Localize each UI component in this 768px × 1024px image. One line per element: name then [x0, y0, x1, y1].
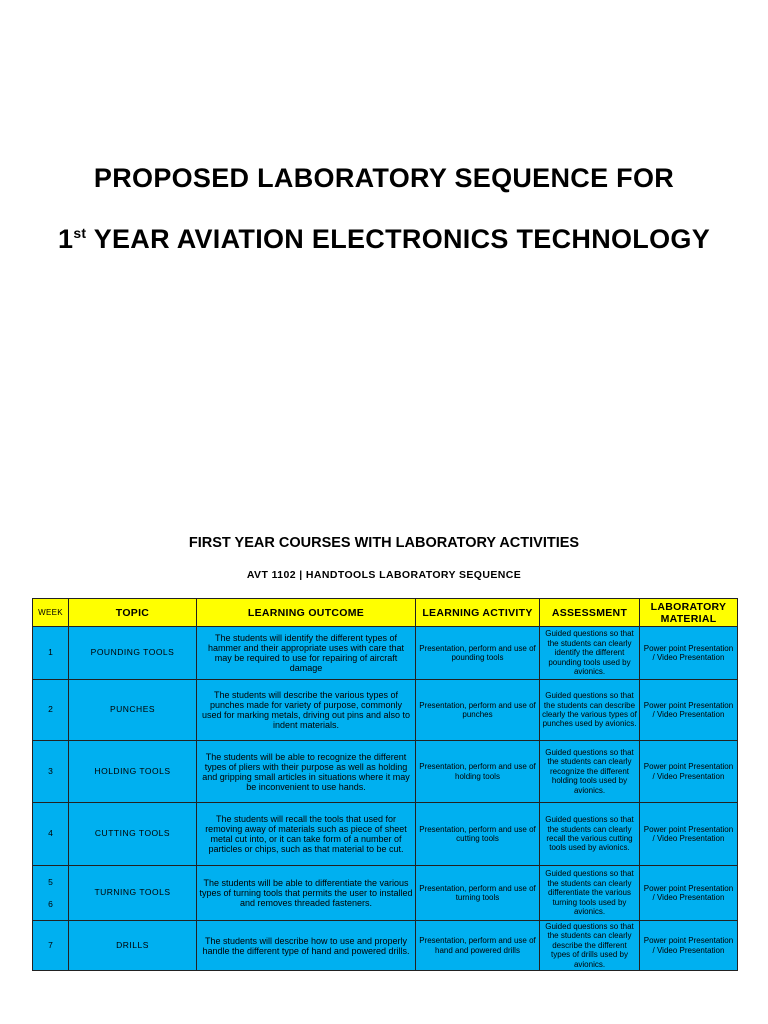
assessment-cell: Guided questions so that the students can clearly recognize the different holding tools used by avionics. [540, 741, 640, 803]
outcome-cell: The students will be able to recognize the different types of pliers with their purpose as well as holding and gripping small articles in situations where it may be inconvenient to use hands. [197, 741, 416, 803]
outcome-cell: The students will recall the tools that used for removing away of materials such as piece of sheet metal cut into, or it can take form of a number of particles or chips, such as that material to be cut. [197, 803, 416, 866]
material-cell: Power point Presentation / Video Presentation [640, 680, 738, 741]
activity-cell: Presentation, perform and use of punches [416, 680, 540, 741]
week-cell: 1 [33, 627, 69, 680]
week-cell [33, 866, 69, 921]
page-title-line-2 [0, 224, 768, 255]
activity-cell: Presentation, perform and use of pounding tools [416, 627, 540, 680]
material-cell: Power point Presentation / Video Presentation [640, 866, 738, 921]
activity-cell: Presentation, perform and use of cutting tools [416, 803, 540, 866]
course-title: AVT 1102 | HANDTOOLS LABORATORY SEQUENCE [246, 569, 522, 581]
activity-cell: Presentation, perform and use of hand and powered drills [416, 921, 540, 971]
header-learning-activity: LEARNING ACTIVITY [416, 599, 540, 627]
assessment-cell: Guided questions so that the students can clearly recall the various cutting tools used by avionics. [540, 803, 640, 866]
table-row [33, 921, 738, 971]
title-program-name: YEAR AVIATION ELECTRONICS TECHNOLOGY [86, 224, 711, 254]
laboratory-sequence-table [32, 598, 738, 971]
material-cell: Power point Presentation / Video Presentation [640, 803, 738, 866]
assessment-cell: Guided questions so that the students can clearly describe the different types of drills used by avionics. [540, 921, 640, 971]
page-title-line-1: PROPOSED LABORATORY SEQUENCE FOR [93, 163, 675, 193]
assessment-cell: Guided questions so that the students can clearly differentiate the various turning tools used by avionics. [540, 866, 640, 921]
week-cell: 4 [33, 803, 69, 866]
table-row [33, 741, 738, 803]
topic-cell: PUNCHES [69, 680, 197, 741]
table-row [33, 866, 738, 921]
material-cell: Power point Presentation / Video Presentation [640, 741, 738, 803]
title-year-suffix: st [73, 225, 87, 241]
header-week: WEEK [33, 599, 69, 627]
title-year-number: 1 [57, 224, 74, 254]
table-row [33, 627, 738, 680]
section-title: FIRST YEAR COURSES WITH LABORATORY ACTIVITIES [188, 535, 580, 551]
topic-cell: HOLDING TOOLS [69, 741, 197, 803]
activity-cell: Presentation, perform and use of turning tools [416, 866, 540, 921]
week-number: 5 [48, 877, 53, 887]
header-learning-outcome: LEARNING OUTCOME [197, 599, 416, 627]
material-cell: Power point Presentation / Video Presentation [640, 921, 738, 971]
table-row [33, 803, 738, 866]
assessment-cell: Guided questions so that the students can clearly identify the different pounding tools used by avionics. [540, 627, 640, 680]
topic-cell: DRILLS [69, 921, 197, 971]
week-cell: 7 [33, 921, 69, 971]
header-laboratory-material: LABORATORY MATERIAL [640, 599, 738, 627]
material-cell: Power point Presentation / Video Presentation [640, 627, 738, 680]
header-assessment: ASSESSMENT [540, 599, 640, 627]
activity-cell: Presentation, perform and use of holding tools [416, 741, 540, 803]
outcome-cell: The students will describe how to use and properly handle the different type of hand and powered drills. [197, 921, 416, 971]
outcome-cell: The students will describe the various types of punches made for variety of purpose, commonly used for marking metals, driving out pins and also to indent materials. [197, 680, 416, 741]
topic-cell: CUTTING TOOLS [69, 803, 197, 866]
header-topic: TOPIC [69, 599, 197, 627]
topic-cell: POUNDING TOOLS [69, 627, 197, 680]
week-number: 6 [48, 899, 53, 909]
outcome-cell: The students will be able to differentiate the various types of turning tools that permits the user to installed and removes threaded fasteners. [197, 866, 416, 921]
outcome-cell: The students will identify the different types of hammer and their appropriate uses with care that may be required to use for repairing of aircraft damage [197, 627, 416, 680]
week-cell: 2 [33, 680, 69, 741]
table-row [33, 680, 738, 741]
topic-cell: TURNING TOOLS [69, 866, 197, 921]
table-header-row [33, 599, 738, 627]
assessment-cell: Guided questions so that the students can describe clearly the various types of punches used by avionics. [540, 680, 640, 741]
week-cell: 3 [33, 741, 69, 803]
